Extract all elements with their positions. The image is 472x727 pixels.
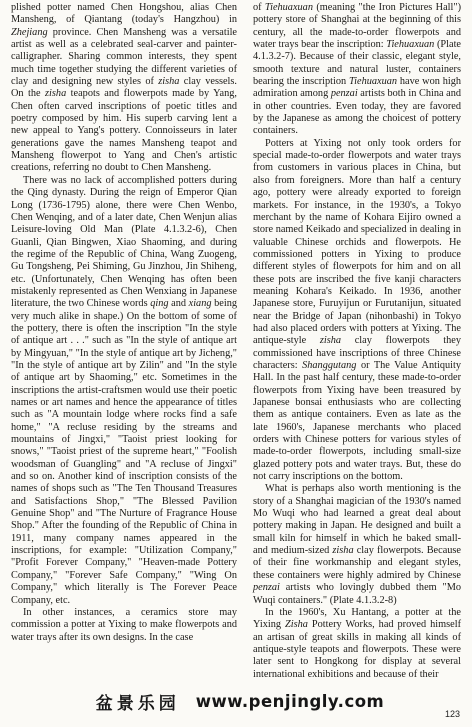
left-text-column [11,2,237,644]
watermark-url: www.penjingly.com [195,691,385,711]
paragraph: There was no lack of accomplished potters during the Qing dynasty. During the reign of Emperor Qian Long (1736-1795) alone, there were Chen Wenbo, Chen Wenqing, and of a later date, Chen Wenjun alias Leisure-loving Old Man (Plate 4.1.3.2-6), Chen Guanli, Qian Bingwen, Xiao Shaoming, and during the regime of the Republic of China, Wang Zuogeng, Gu Tongsheng, Pei Shiming, Gu Jinzhou, Jin Shiheng, etc. (Unfortunately, Chen Wenqing has often been mistakenly represented as Chen Wenxiang in Japanese literature, the two Chinese words qing and xiang being very much alike in shape.) On the bottom of some of the pottery, there is often the inscription "In the style of antique art . . ." such as "In the style of antique art by Mingyuan," "In the style of antique art by Jicheng," "In the style of antique art by Zilin" and "In the style of antique art by Shaoming," etc. Sometimes in the inscriptions the artist-craftsmen would use their poetic names or art names and hence the appearance of titles such as "A mountain lodge where rocks find a safe home," "A recluse residing by the streams and mountains of Jingxi," "Taoist priest looking for snows," "Taoist priest of the supreme heart," "Foolish woodsman of Guangling" and "A recluse of Jingxi" and so on. Another kind of inscription consists of the names of shops such as "The Ten Thousand Treasures and Satisfactions Shop," "The Blessed Pavilion Genuine Shop" and "The Nurture of Fragrance House Shop." After the founding of the Republic of China in 1911, many company names appeared in the inscriptions, for example: "Utilization Company," "Profit Forever Company," "Heaven-made Pottery Company," "Forever Safe Company," "Wing On Company," which literally is The Forever Peace Company, etc. [11,174,238,606]
paragraph: of Tiehuaxuan (meaning "the Iron Pictures Hall") pottery store of Shanghai at the beginning of this century, all the made-to-order flowerpots and water trays bear the inscription: Tiehuaxuan (Plate 4.1.3.2-7). Because of their classic, elegant style, smooth texture and natural luster, containers bearing the inscription Tiehuaxuan have won high admiration among penzai artists both in China and in other countries. Even today, they are favored by the Japanese as among the choicest of pottery containers. [253,2,462,137]
site-watermark [60,686,420,716]
paragraph: In other instances, a ceramics store may commission a potter at Yixing to make flowerpots and water trays after its own designs. In the case [11,606,237,643]
paragraph: In the 1960's, Xu Hantang, a potter at the Yixing Zisha Pottery Works, had proved himself an artisan of great skills in making all kinds of antique-style teapots and flowerpots. These were later sent to Hongkong for display at several international exhibitions and because of their [253,606,461,680]
paragraph: What is perhaps also worth mentioning is the story of a Shanghai magician of the 1930's named Mo Wuqi who had learned a great deal about pottery making in Japan. He designed and built a small kiln for himself in which he baked small- and medium-sized zisha clay flowerpots. Because of their fine workmanship and elegant styles, these containers were highly admired by Chinese penzai artists who lovingly dubbed them "Mo Wuqi containers." (Plate 4.1.3.2-8) [253,483,461,606]
page-number: 123 [444,709,460,719]
paragraph: plished potter named Chen Hongshou, alias Chen Mansheng, of Qiantang (today's Hangzhou) in Zhejiang province. Chen Mansheng was a versatile artist as well as a celebrated seal-carver and painter-calligrapher. Sharing common interests, they spent much time together studying the different varieties of clay and designing new styles of zisha clay vessels. On the zisha teapots and flowerpots made by Yang, Chen often carved inscriptions of poetic titles and poetry composed by him. His superb carving lent a new appeal to Yang's pottery. Connoisseurs in later generations gave the names Mansheng teapot and Mansheng flowerpot to Yang and Chen's artistic creations, referring no doubt to Chen Mansheng. [11,2,238,174]
watermark-chinese-text: 盆景乐园 [95,693,180,714]
paragraph: Potters at Yixing not only took orders for special made-to-order flowerpots and water trays from customers in various places in China, but also from foreigners. More than half a century ago, pottery were already exported to foreign markets. For instance, in the 1930's, a Tokyo merchant by the name of Kohara Eijiro owned a store named Keikado and specialized in dealing in valuable Chinese orchids and flowerpots. He commissioned potters in Yixing to produce different styles of flowerpots for him and on all these pots are inscribed the five kanji characters meaning Kohara's Keikado. In 1936, another Japanese store, Furuyijun or Furutanijun, situated near the Bridge of Japan (nihonbashi) in Tokyo had also placed orders with potters at Yixing. The antique-style zisha clay flowerpots they commissioned have inscriptions of three Chinese characters: Shanggutang or The Value Antiquity Hall. In the past half century, these made-to-order flowerpots from Yixing have been treasured by Japanese bonsai enthusiasts who are collecting them as antique containers. Even as late as the late 1960's, Japanese merchants who placed orders with Chinese potters for various styles of made-to-order flowerpots, including small-size glazed pottery pots and water trays. But, these do not carry inscriptions on the bottom. [253,137,462,483]
right-text-column [253,2,461,681]
